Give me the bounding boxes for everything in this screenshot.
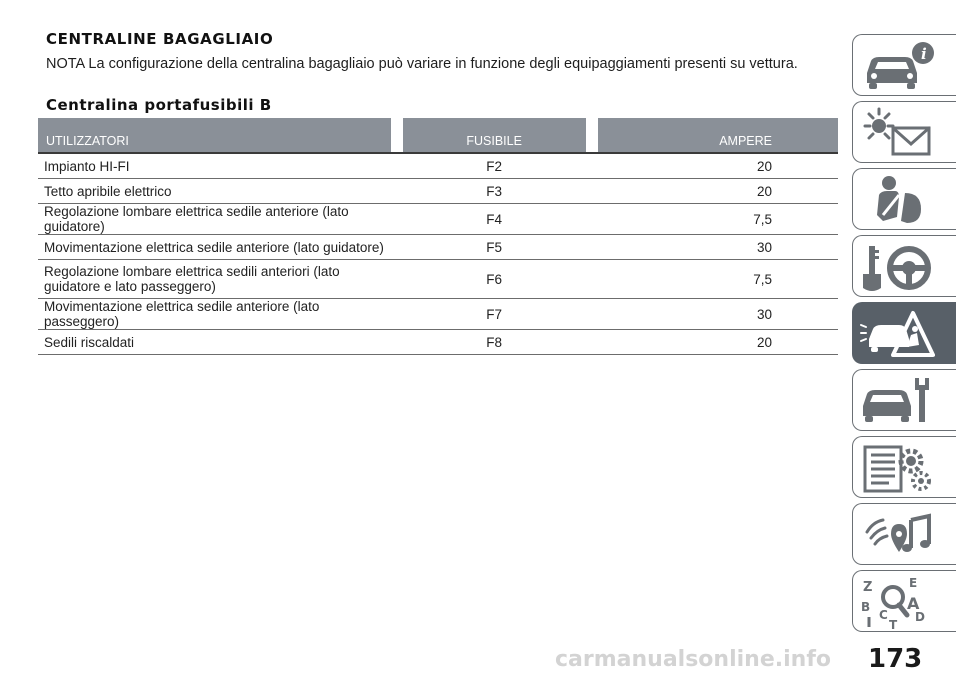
cell-ampere: 20 <box>598 179 838 204</box>
cell-fuse: F3 <box>403 179 586 204</box>
header-ampere: AMPERE <box>598 118 838 153</box>
cell-ampere: 20 <box>598 153 838 179</box>
table-row <box>38 204 838 235</box>
table-row <box>38 260 838 299</box>
car-info-icon <box>859 39 935 93</box>
section-title: CENTRALINE BAGAGLIAIO <box>46 30 274 48</box>
table-row <box>38 235 838 260</box>
header-gap <box>586 118 598 153</box>
table-row <box>38 179 838 204</box>
index-letter: E <box>909 576 918 590</box>
cell-fuse: F6 <box>403 260 586 299</box>
key-steering-wheel-icon <box>859 240 935 294</box>
cell-ampere: 30 <box>598 299 838 330</box>
index-letter: Z <box>863 580 873 595</box>
page-number: 173 <box>868 644 923 674</box>
tab-multimedia[interactable] <box>852 503 956 565</box>
specs-gears-icon <box>859 441 935 495</box>
cell-user: Movimentazione elettrica sedile anteriore (lato passeggero) <box>38 299 391 330</box>
cell-user: Impianto HI-FI <box>38 153 391 179</box>
cell-ampere: 20 <box>598 330 838 355</box>
tab-maintenance[interactable] <box>852 369 956 431</box>
index-letter: A <box>907 594 920 613</box>
seatbelt-airbag-icon <box>859 173 935 227</box>
cell-user: Regolazione lombare elettrica sedili anteriori (lato guidatore e lato passeggero) <box>38 260 391 299</box>
cell-fuse: F5 <box>403 235 586 260</box>
header-gap <box>391 118 403 153</box>
tab-technical-data[interactable] <box>852 436 956 498</box>
cell-user: Movimentazione elettrica sedile anteriore (lato guidatore) <box>38 235 391 260</box>
fuse-table <box>38 118 838 355</box>
header-fusibile: FUSIBILE <box>403 118 586 153</box>
table-row <box>38 299 838 330</box>
index-letter: D <box>915 610 925 624</box>
index-letter: C <box>879 608 888 622</box>
table-row <box>38 330 838 355</box>
cell-user: Sedili riscaldati <box>38 330 391 355</box>
car-wrench-icon <box>859 374 935 428</box>
table-title: Centralina portafusibili B <box>46 96 272 114</box>
svg-text:i: i <box>921 45 927 63</box>
cell-ampere: 7,5 <box>598 204 838 235</box>
multimedia-music-icon <box>859 508 935 562</box>
lights-mail-icon <box>859 106 935 160</box>
index-letter: B <box>861 600 871 614</box>
cell-ampere: 7,5 <box>598 260 838 299</box>
tab-car-info[interactable] <box>852 34 956 96</box>
cell-fuse: F8 <box>403 330 586 355</box>
tab-emergency[interactable] <box>852 302 956 364</box>
cell-fuse: F2 <box>403 153 586 179</box>
tab-safety[interactable] <box>852 168 956 230</box>
tab-lights-messages[interactable] <box>852 101 956 163</box>
tab-index[interactable] <box>852 570 956 632</box>
cell-ampere: 30 <box>598 235 838 260</box>
cell-fuse: F4 <box>403 204 586 235</box>
watermark: carmanualsonline.info <box>555 647 831 672</box>
table-header-row <box>38 118 838 153</box>
car-warning-triangle-icon <box>859 307 935 361</box>
cell-user: Regolazione lombare elettrica sedile anteriore (lato guidatore) <box>38 204 391 235</box>
tab-starting-driving[interactable] <box>852 235 956 297</box>
table-row <box>38 153 838 179</box>
index-letter: T <box>889 618 898 629</box>
cell-fuse: F7 <box>403 299 586 330</box>
cell-user: Tetto apribile elettrico <box>38 179 391 204</box>
note-text: NOTA La configurazione della centralina bagagliaio può variare in funzione degli equipaggiamenti presenti su vettura. <box>46 56 798 72</box>
index-search-icon <box>859 575 935 629</box>
header-utilizzatori: UTILIZZATORI <box>38 118 391 153</box>
